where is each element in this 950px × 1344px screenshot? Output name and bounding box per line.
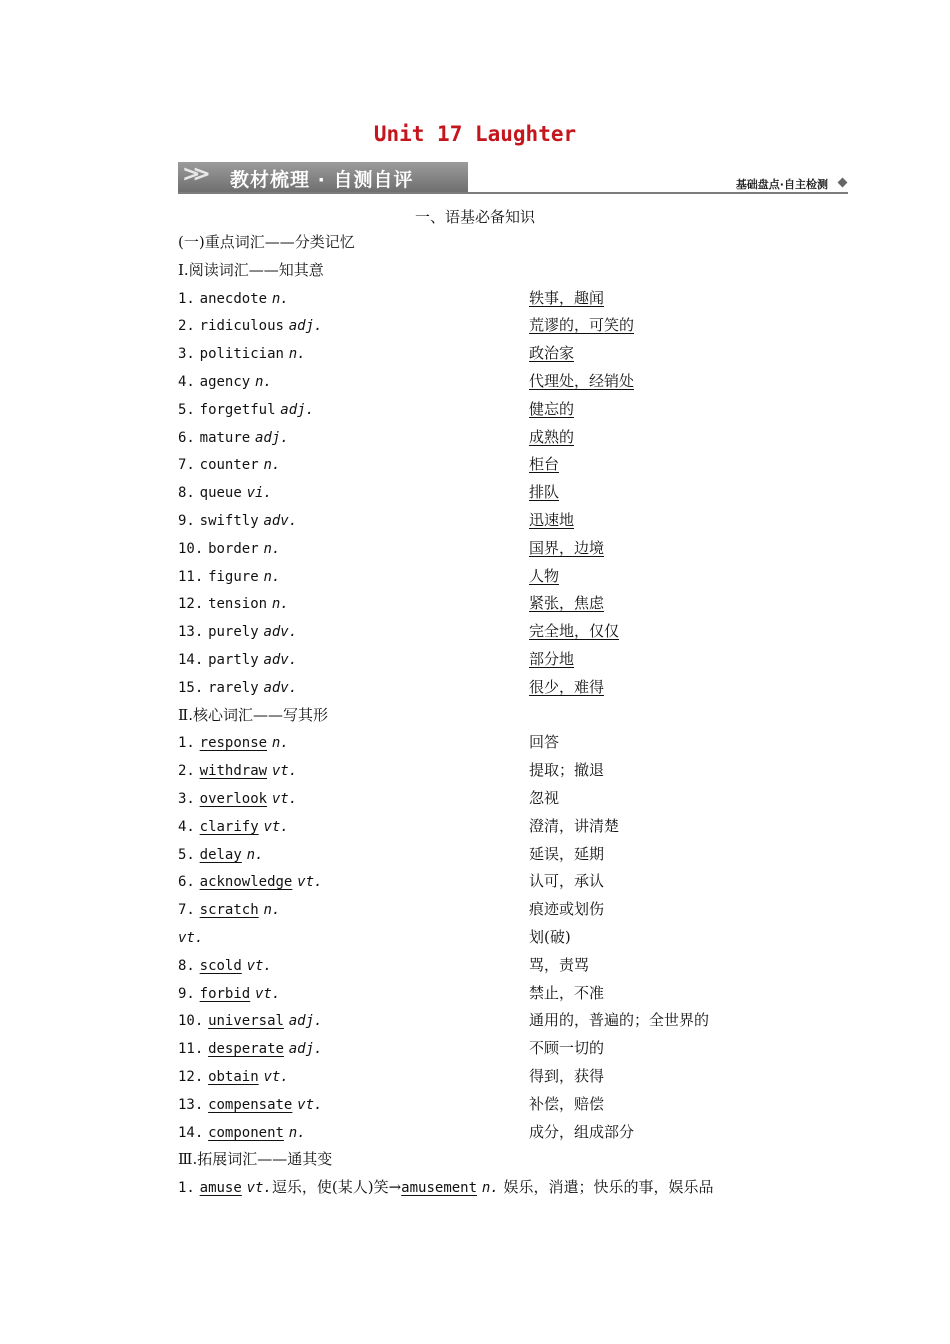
list-item [0, 396, 950, 422]
part-of-speech: n. [271, 596, 289, 612]
list-item [0, 479, 950, 505]
part-of-speech: adv. [263, 652, 298, 668]
vocab-word: obtain [208, 1069, 259, 1085]
part-of-speech: adv. [263, 513, 298, 529]
vocab-meaning: 痕迹或划伤 [529, 900, 605, 918]
vocab-meaning: 回答 [529, 733, 560, 751]
part-of-speech: n. [481, 1180, 499, 1196]
vocab-term [178, 285, 289, 312]
list-item [0, 757, 950, 783]
list-item [0, 257, 950, 283]
vocab-word: forbid [199, 986, 251, 1002]
list-item [0, 424, 950, 450]
item-number: 5. [178, 847, 195, 863]
list-item [0, 813, 950, 839]
part2-heading: Ⅱ.核心词汇——写其形 [178, 706, 328, 724]
vocab-term [178, 618, 297, 645]
item-number: 9. [178, 986, 195, 1002]
item-number: 2. [178, 318, 195, 334]
vocab-word: anecdote [199, 291, 268, 307]
vocab-meaning: 排队 [529, 483, 560, 501]
part-of-speech: n. [288, 1125, 306, 1141]
item-number: 3. [178, 346, 195, 362]
item-number: 13. [178, 1097, 204, 1113]
item-number: 12. [178, 1069, 204, 1085]
item-number: 5. [178, 402, 195, 418]
list-item [0, 285, 950, 311]
vocab-word: politician [199, 346, 284, 362]
list-item [0, 785, 950, 811]
list-item [0, 729, 950, 755]
list-item [0, 1174, 950, 1200]
vocab-meaning: 不顾一切的 [529, 1039, 605, 1057]
item-number: 6. [178, 430, 195, 446]
vocab-meaning: 紧张，焦虑 [529, 594, 605, 612]
vocab-word: counter [199, 457, 259, 473]
item-number: 2. [178, 763, 195, 779]
vocab-word: partly [208, 652, 259, 668]
list-item [0, 1119, 950, 1145]
item-number: 11. [178, 569, 204, 585]
vocab-meaning: 延误，延期 [529, 845, 605, 863]
part-of-speech: vt. [255, 986, 281, 1002]
part-of-speech: vi. [246, 485, 272, 501]
vocab-meaning: 澄清，讲清楚 [529, 817, 620, 835]
vocab-term [178, 1063, 289, 1090]
list-item [0, 340, 950, 366]
banner-title: 教材梳理 · 自测自评 [230, 169, 414, 191]
vocab-word: figure [208, 569, 259, 585]
part-of-speech: n. [288, 346, 306, 362]
vocab-meaning: 忽视 [529, 789, 560, 807]
vocab-term [178, 507, 297, 534]
vocab-meaning: 逗乐，使(某人)笑 [271, 1178, 389, 1196]
vocab-word: withdraw [199, 763, 268, 779]
vocab-term [178, 1035, 322, 1062]
item-number: 6. [178, 874, 195, 890]
vocab-word: rarely [208, 680, 259, 696]
vocab-term [178, 312, 322, 339]
item-number: 8. [178, 958, 195, 974]
list-item [0, 368, 950, 394]
vocab-term [178, 590, 289, 617]
vocab-term [178, 674, 297, 701]
list-item [0, 952, 950, 978]
list-item [0, 1035, 950, 1061]
vocab-word: desperate [208, 1041, 284, 1057]
part-of-speech: adj. [288, 1041, 323, 1057]
item-number: 15. [178, 680, 204, 696]
list-item [0, 312, 950, 338]
vocab-word: compensate [208, 1097, 293, 1113]
vocab-term [178, 757, 297, 784]
part-of-speech: vt. [297, 874, 323, 890]
page-title: Unit 17 Laughter [373, 122, 577, 146]
list-item [0, 563, 950, 589]
vocab-term [178, 952, 272, 979]
vocab-meaning: 通用的，普遍的；全世界的 [529, 1011, 710, 1029]
part-of-speech: adv. [263, 624, 298, 640]
section-title: 一、语基必备知识 [414, 208, 535, 226]
vocab-meaning: 政治家 [529, 344, 575, 362]
vocab-term [178, 563, 280, 590]
item-number: 10. [178, 1013, 204, 1029]
part-of-speech: vt. [246, 1180, 272, 1196]
part-of-speech: adj. [255, 430, 289, 446]
part-of-speech: vt. [246, 958, 272, 974]
vocab-meaning: 轶事，趣闻 [529, 289, 605, 307]
vocab-term [178, 1007, 322, 1034]
vocab-word: border [208, 541, 259, 557]
list-item [0, 1146, 950, 1172]
vocab-word: scold [199, 958, 242, 974]
item-number: 10. [178, 541, 204, 557]
vocab-word: component [208, 1125, 284, 1141]
vocab-word: response [199, 735, 268, 751]
part-of-speech: adj. [280, 402, 314, 418]
item-number: 7. [178, 902, 195, 918]
list-item [0, 702, 950, 728]
vocab-meaning: 荒谬的，可笑的 [529, 316, 635, 334]
part-of-speech: n. [246, 847, 264, 863]
vocab-meaning: 得到，获得 [529, 1067, 605, 1085]
item-number: 9. [178, 513, 195, 529]
vocab-meaning: 国界，边境 [529, 539, 605, 557]
vocab-word: mature [199, 430, 251, 446]
part3-heading: Ⅲ.拓展词汇——通其变 [178, 1150, 333, 1168]
part-of-speech: n. [271, 735, 289, 751]
part-of-speech: n. [263, 569, 281, 585]
list-item [0, 841, 950, 867]
vocab-term [178, 924, 203, 951]
list-item [0, 646, 950, 672]
vocab-word: tension [208, 596, 268, 612]
vocab-meaning: 成分，组成部分 [529, 1123, 635, 1141]
item-number: 12. [178, 596, 204, 612]
vocab-word: swiftly [199, 513, 259, 529]
vocab-meaning: 骂，责骂 [529, 956, 590, 974]
vocab-term [178, 535, 280, 562]
banner-subtitle: 基础盘点·自主检测 [735, 178, 828, 191]
list-item [0, 1063, 950, 1089]
vocab-term [178, 1174, 713, 1201]
chevron-right-icon: >> [182, 162, 203, 187]
vocab-term [178, 424, 289, 451]
item-number: 14. [178, 652, 204, 668]
list-item [0, 451, 950, 477]
derived-meaning: 娱乐，消遣；快乐的事，娱乐品 [503, 1178, 714, 1196]
part-of-speech: vt. [263, 819, 289, 835]
list-item [0, 924, 950, 950]
item-number: 4. [178, 819, 195, 835]
part-of-speech: vt. [297, 1097, 323, 1113]
diamond-icon [838, 178, 848, 188]
part-of-speech: adv. [263, 680, 298, 696]
vocab-term [178, 896, 280, 923]
vocab-word: purely [208, 624, 259, 640]
part-of-speech: n. [271, 291, 289, 307]
vocab-word: forgetful [199, 402, 276, 418]
vocab-term [178, 479, 272, 506]
part-of-speech: vt. [178, 930, 204, 946]
vocab-word: delay [199, 847, 242, 863]
vocab-meaning: 认可，承认 [529, 872, 605, 890]
list-item [0, 868, 950, 894]
vocab-meaning: 人物 [529, 567, 560, 585]
vocab-word: ridiculous [199, 318, 284, 334]
list-item [0, 1091, 950, 1117]
vocab-word: overlook [199, 791, 268, 807]
sub-heading: (一)重点词汇——分类记忆 [178, 233, 355, 251]
vocab-word: clarify [199, 819, 259, 835]
vocab-meaning: 划(破) [529, 928, 571, 946]
vocab-meaning: 提取；撤退 [529, 761, 605, 779]
list-item [0, 618, 950, 644]
vocab-term [178, 729, 289, 756]
vocab-meaning: 完全地，仅仅 [529, 622, 620, 640]
part-of-speech: adj. [288, 318, 323, 334]
list-item [0, 980, 950, 1006]
vocab-term [178, 646, 297, 673]
vocab-word: agency [199, 374, 251, 390]
part-of-speech: n. [263, 541, 281, 557]
list-item [0, 674, 950, 700]
list-item [0, 507, 950, 533]
arrow-icon: → [388, 1178, 402, 1196]
part-of-speech: n. [263, 902, 281, 918]
part-of-speech: vt. [271, 763, 298, 779]
vocab-term [178, 368, 272, 395]
item-number: 4. [178, 374, 195, 390]
vocab-term [178, 1119, 306, 1146]
vocab-word: universal [208, 1013, 284, 1029]
part1-heading: Ⅰ.阅读词汇——知其意 [178, 261, 324, 279]
item-number: 1. [178, 1180, 195, 1196]
vocab-meaning: 柜台 [529, 455, 560, 473]
item-number: 11. [178, 1041, 204, 1057]
vocab-term [178, 841, 263, 868]
part-of-speech: n. [263, 457, 281, 473]
item-number: 14. [178, 1125, 204, 1141]
part-of-speech: vt. [263, 1069, 289, 1085]
vocab-term [178, 980, 280, 1007]
vocab-word: acknowledge [199, 874, 293, 890]
part-of-speech: adj. [288, 1013, 323, 1029]
vocab-term [178, 1091, 322, 1118]
vocab-meaning: 代理处，经销处 [529, 372, 635, 390]
vocab-meaning: 禁止，不准 [529, 984, 605, 1002]
list-item [0, 1007, 950, 1033]
item-number: 7. [178, 457, 195, 473]
vocab-term [178, 868, 322, 895]
vocab-term [178, 451, 280, 478]
vocab-term [178, 813, 289, 840]
item-number: 1. [178, 291, 195, 307]
banner-divider [178, 192, 848, 194]
section-banner [178, 160, 848, 194]
vocab-meaning: 补偿，赔偿 [529, 1095, 605, 1113]
vocab-meaning: 成熟的 [529, 428, 575, 446]
list-item [0, 229, 950, 255]
vocab-meaning: 很少，难得 [529, 678, 605, 696]
vocab-meaning: 部分地 [529, 650, 575, 668]
item-number: 13. [178, 624, 204, 640]
item-number: 3. [178, 791, 195, 807]
vocab-word: scratch [199, 902, 259, 918]
item-number: 1. [178, 735, 195, 751]
item-number: 8. [178, 485, 195, 501]
vocab-meaning: 健忘的 [529, 400, 575, 418]
part-of-speech: n. [255, 374, 272, 390]
vocab-term [178, 396, 314, 423]
vocab-word: queue [199, 485, 242, 501]
vocab-term [178, 785, 297, 812]
list-item [0, 535, 950, 561]
part-of-speech: vt. [271, 791, 298, 807]
list-item [0, 896, 950, 922]
list-item [0, 590, 950, 616]
vocab-word: amuse [199, 1180, 242, 1196]
vocab-term [178, 340, 306, 367]
derived-word: amusement [401, 1180, 478, 1196]
vocab-meaning: 迅速地 [529, 511, 575, 529]
